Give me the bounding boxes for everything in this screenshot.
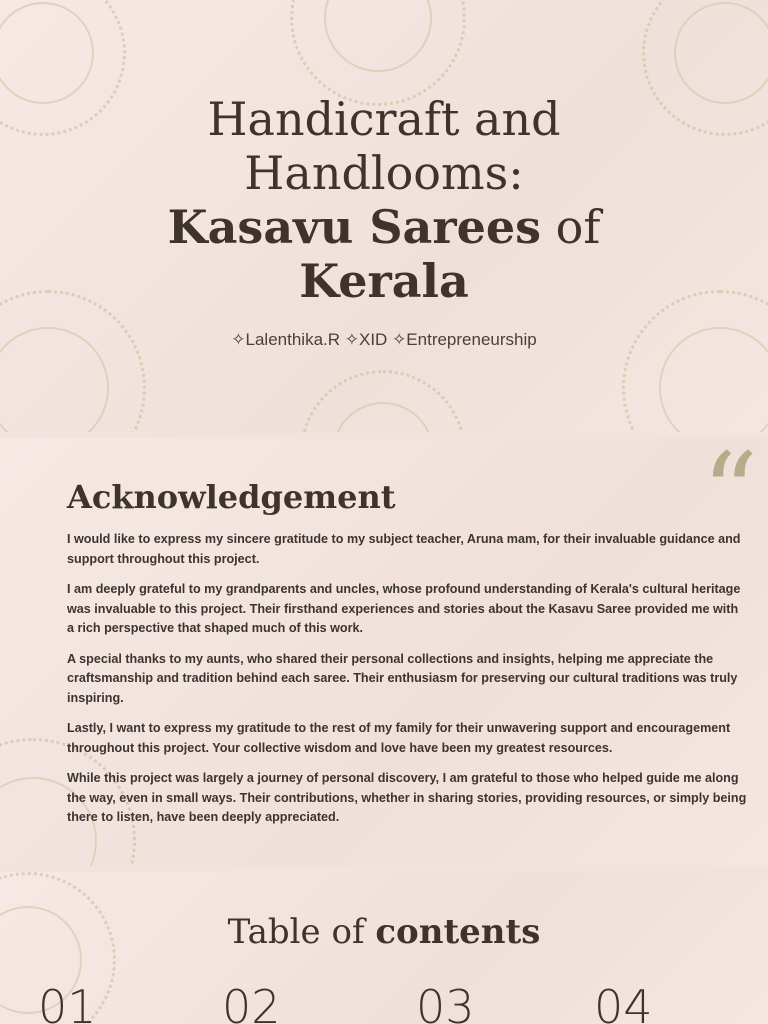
mandala-ornament xyxy=(0,290,146,432)
mandala-ornament xyxy=(622,290,768,432)
paragraph: I am deeply grateful to my grandparents and uncles, whose profound understanding of Kerala's cultural heritage was invaluable to this project. Their firsthand experiences and stories about the Kasavu Saree provided me with a rich perspective that shaped much of this work. xyxy=(67,582,741,635)
acknowledgement-slide xyxy=(0,438,768,866)
toc-number: 01 xyxy=(38,980,97,1024)
paragraph: A special thanks to my aunts, who shared their personal collections and insights, helping me appreciate the craftsmanship and tradition behind each saree. Their enthusiasm for preserving our cultural traditions was truly inspiring. xyxy=(67,651,738,705)
toc-slide xyxy=(0,872,768,1024)
quote-icon: “ xyxy=(701,438,758,557)
toc-number: 04 xyxy=(594,980,653,1024)
title-of: of xyxy=(541,200,601,254)
title-bold: Kasavu Sarees xyxy=(167,200,542,254)
toc-number: 03 xyxy=(416,980,475,1024)
title-bold: Kerala xyxy=(299,254,469,308)
title-line: Handlooms: xyxy=(244,146,524,200)
toc-title-bold: contents xyxy=(375,912,541,952)
toc-title xyxy=(0,912,768,952)
title-line: Handicraft and xyxy=(207,92,561,146)
ack-heading: Acknowledgement xyxy=(67,478,396,516)
paragraph: I would like to express my sincere gratitude to my subject teacher, Aruna mam, for their invaluable guidance and support throughout this project. xyxy=(67,532,741,566)
ack-body xyxy=(67,530,747,839)
mandala-ornament xyxy=(290,0,466,106)
cover-slide xyxy=(0,0,768,432)
paragraph: Lastly, I want to express my gratitude to the rest of my family for their unwavering support and encouragement throughout this project. Your collective wisdom and love have been my greatest resources. xyxy=(67,721,731,755)
cover-title xyxy=(0,92,768,308)
toc-number: 02 xyxy=(222,980,281,1024)
toc-title-light: Table of xyxy=(227,912,376,952)
paragraph: While this project was largely a journey of personal discovery, I am grateful to those who helped guide me along the way, even in small ways. Their contributions, whether in sharing stories, providing resources, or simply being there to listen, have been deeply appreciated. xyxy=(67,771,747,824)
cover-subtitle: ✧Lalenthika.R ✧XID ✧Entrepreneurship xyxy=(231,330,537,349)
mandala-ornament xyxy=(300,370,466,432)
